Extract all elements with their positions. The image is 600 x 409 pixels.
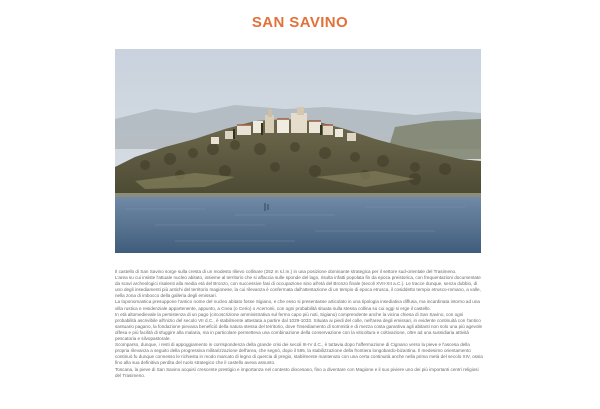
- article-paragraph: Toscana, la pieve di San Savino acquisì crescente prestigio e importanza nel contesto diocesano, fino a diventare con Magione e il suo piviere uno dei più importanti centri religiosi del Trasimeno.: [115, 366, 479, 378]
- article-body: [115, 269, 483, 379]
- article-paragraph: In età altomedievale la persistenza di un pago (circoscrizione amministrativa sul fermo capo più noti, Sigiano) comprendente anche la vicina chiesa di San Savino, con ogni probabilità ascrivibile all'inizio del secolo VII d.C., è stabilmente attestata a partire dal 1029-1033. Situata ai piedi del colle, nell'area degli emissari, in evidente continuità con l'antico santuario pagano, la fondazione pievana beneficiò della natura stessa del territorio, dove l'insediamento di sommità e di mezza costa garantiva agli abitanti non solo una più agevole difesa e più facilità di sfuggire alla malaria, ma in particolare permetteva una combinazione della conservazione con la viticoltura e coltivazione, oltre ad una sussidiaria attività pescatoria e silvopastorale.: [115, 311, 483, 342]
- article-paragraph: L'area su cui insiste l'attuale nucleo abitato, insieme al territorio che si affaccia sulle sponde del lago, risulta infatti popolata fin da epoca preistorica, con frequentazioni documentate da scavi archeologici risalenti alla media età del Bronzo, con successive fasi di occupazione sino all'età del Bronzo finale (secoli XVII-XII a.C.). Le tracce dunque, senza dubbio, di uno degli insediamenti più antichi del territorio magionese, la cui rilevanza è confermata dall'attestazione di un tempio di epoca etrusca, il cosiddetto tempio etrusco-romano, a valle, nella zona di imbocco della galleria degli emissari.: [115, 275, 481, 299]
- page-title: SAN SAVINO: [251, 14, 349, 31]
- village-lake-photo: [115, 49, 481, 253]
- hero-image: [115, 49, 481, 253]
- article-paragraph: Il castello di San Savino sorge sulla cresta di un modesto rilievo collinare (252 m s.l.m.) in una posizione dominante strategica per il settore sud-orientale del Trasimeno.: [115, 269, 457, 274]
- article-paragraph: La toponomastica presuppone l'antico nome del nucleo abitato fosse Sigiano, e che esso si presentasse articolato in una tipologia insediativa diffusa, ma incardinata intorno ad una villa rustica e residenziale appartenente, appunto, a Cnea (o Cerio) o Acerronii, con ogni probabilità situata sulla stessa collina su cui oggi si erge il castello.: [115, 299, 480, 311]
- article-paragraph: Scomparso, dunque, i resti di appoggiamento in corrispondenza della grande crisi dei secoli III-IV d.C., è tuttavia dopo l'affermazione di Cignano verso la pieve e l'ascesa della propria rilevanza a seguito della progressiva militarizzazione dell'area, che segnò, dopo il 595, la stabilizzazione della frontiera longobardo-bizantina. Il medesimo orientamento continuò fu dunque connesso le richiesta in modo marcato di legno di quercia di pregio, stabilmente mantenuto con una certa continuità anche nella prima metà del secolo XIV, ossia fino alla sua definitiva perdita del ruolo strategico che il castello aveva assunto.: [115, 342, 483, 366]
